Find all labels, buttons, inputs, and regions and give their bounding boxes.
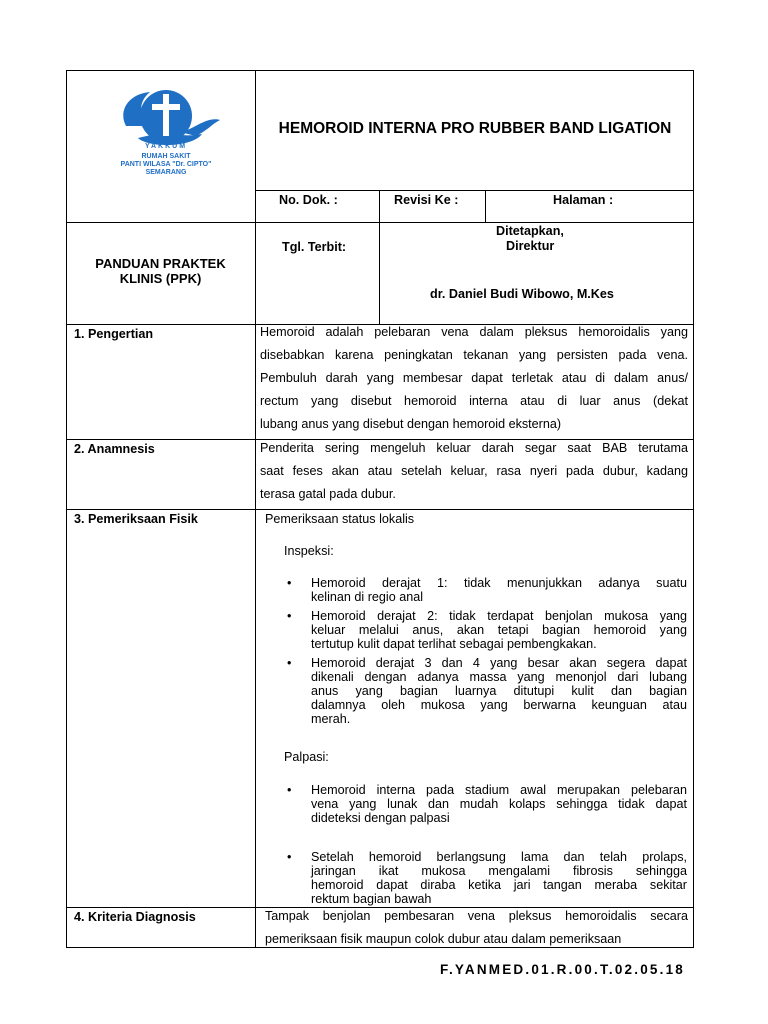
text-line: Pembuluh darah yang membesar dapat terletak atau di dalam anus/ xyxy=(260,371,688,385)
text-line: dalamnya oleh mukosa yang berwarna keunguan atau xyxy=(311,698,687,712)
text-line: lubang anus yang disebut dengan hemoroid eksterna) xyxy=(260,417,562,431)
no-dok-label: No. Dok. : xyxy=(279,193,338,207)
logo-line1: RUMAH SAKIT xyxy=(141,153,191,160)
text-line: Hemoroid adalah pelebaran vena dalam pleksus hemoroidalis yang xyxy=(260,325,688,339)
text-line: jaringan ikat mukosa mengalami fibrosis sehingga xyxy=(311,864,687,878)
text-line: Penderita sering mengeluh keluar darah segar saat BAB terutama xyxy=(260,441,688,455)
ditetapkan-label: Ditetapkan, xyxy=(496,224,564,238)
text-line: kelinan di regio anal xyxy=(311,590,424,604)
tgl-terbit-label: Tgl. Terbit: xyxy=(282,240,347,254)
halaman-label: Halaman : xyxy=(553,193,614,207)
row-divider-logo xyxy=(66,222,694,223)
text-line: tertutup kulit dapat terlihat sebagai pembengkakan. xyxy=(311,637,597,651)
list-item xyxy=(311,656,687,726)
section-label-kriteria: 4. Kriteria Diagnosis xyxy=(74,910,196,924)
section-label-pemeriksaan: 3. Pemeriksaan Fisik xyxy=(74,512,198,526)
text-line: • Hemoroid derajat 3 dan 4 yang besar akan segera dapat xyxy=(311,656,687,670)
text-line: dikenali dengan adanya massa yang menonjol dari lubang xyxy=(311,670,687,684)
pengertian-text xyxy=(260,321,688,436)
text-line: • Setelah hemoroid berlangsung lama dan telah prolaps, xyxy=(311,850,687,864)
text-line: • Hemoroid derajat 1: tidak menunjukkan adanya suatu xyxy=(311,576,687,590)
section-label-pengertian: 1. Pengertian xyxy=(74,327,154,341)
text-line: pemeriksaan fisik maupun colok dubur atau dalam pemeriksaan xyxy=(265,932,622,946)
column-divider-dok xyxy=(379,190,380,324)
logo-line2: PANTI WILASA "Dr. CIPTO" xyxy=(120,161,212,168)
list-item xyxy=(311,783,687,825)
row-divider-title xyxy=(255,190,694,191)
director-name: dr. Daniel Budi Wibowo, M.Kes xyxy=(430,287,614,301)
list-item xyxy=(311,609,687,651)
text-line: vena yang lunak dan mudah kolaps sehingga tidak dapat xyxy=(311,797,687,811)
text-line: merah. xyxy=(311,712,351,726)
kriteria-text xyxy=(265,905,688,947)
text-line: rektum bagian bawah xyxy=(311,892,432,906)
list-item xyxy=(311,850,687,906)
palpasi-label: Palpasi: xyxy=(284,750,329,764)
anamnesis-text xyxy=(260,437,688,506)
revisi-label: Revisi Ke : xyxy=(394,193,459,207)
logo-line3: SEMARANG xyxy=(145,169,187,176)
column-divider-rev xyxy=(485,190,486,222)
panduan-title-line2: KLINIS (PPK) xyxy=(119,271,202,286)
row-divider-pemeriksaan xyxy=(66,509,694,510)
logo-arc-text: YAKKUM xyxy=(144,143,188,150)
text-line: hemoroid dapat diraba ketika jari tangan meraba sekitar xyxy=(311,878,687,892)
direktur-label: Direktur xyxy=(506,239,555,253)
inspeksi-label: Inspeksi: xyxy=(284,544,334,558)
text-line: rectum yang disebut hemoroid interna atau di luar anus (dekat xyxy=(260,394,688,408)
text-line: saat feses akan atau setelah keluar, rasa nyeri pada dubur, kadang xyxy=(260,464,688,478)
text-line: • Hemoroid interna pada stadium awal merupakan pelebaran xyxy=(311,783,687,797)
text-line: keluar melalui anus, akan tetapi bagian hemoroid yang xyxy=(311,623,687,637)
panduan-title-line1: PANDUAN PRAKTEK xyxy=(95,256,226,271)
pemeriksaan-intro: Pemeriksaan status lokalis xyxy=(265,512,415,526)
text-line: terasa gatal pada dubur. xyxy=(260,487,396,501)
text-line: anus yang bagian luarnya ditutupi kulit dan bagian xyxy=(311,684,687,698)
list-item xyxy=(311,576,687,604)
text-line: disebabkan karena peningkatan tekanan yang persisten pada vena. xyxy=(260,348,688,362)
text-line: dideteksi dengan palpasi xyxy=(311,811,450,825)
document-code: F.YANMED.01.R.00.T.02.05.18 xyxy=(440,962,685,977)
text-line: • Hemoroid derajat 2: tidak terdapat benjolan mukosa yang xyxy=(311,609,687,623)
text-line: Tampak benjolan pembesaran vena pleksus hemoroidalis secara xyxy=(265,909,688,923)
hospital-logo xyxy=(108,86,234,196)
document-title: HEMOROID INTERNA PRO RUBBER BAND LIGATION xyxy=(278,120,672,137)
section-label-anamnesis: 2. Anamnesis xyxy=(74,442,155,456)
